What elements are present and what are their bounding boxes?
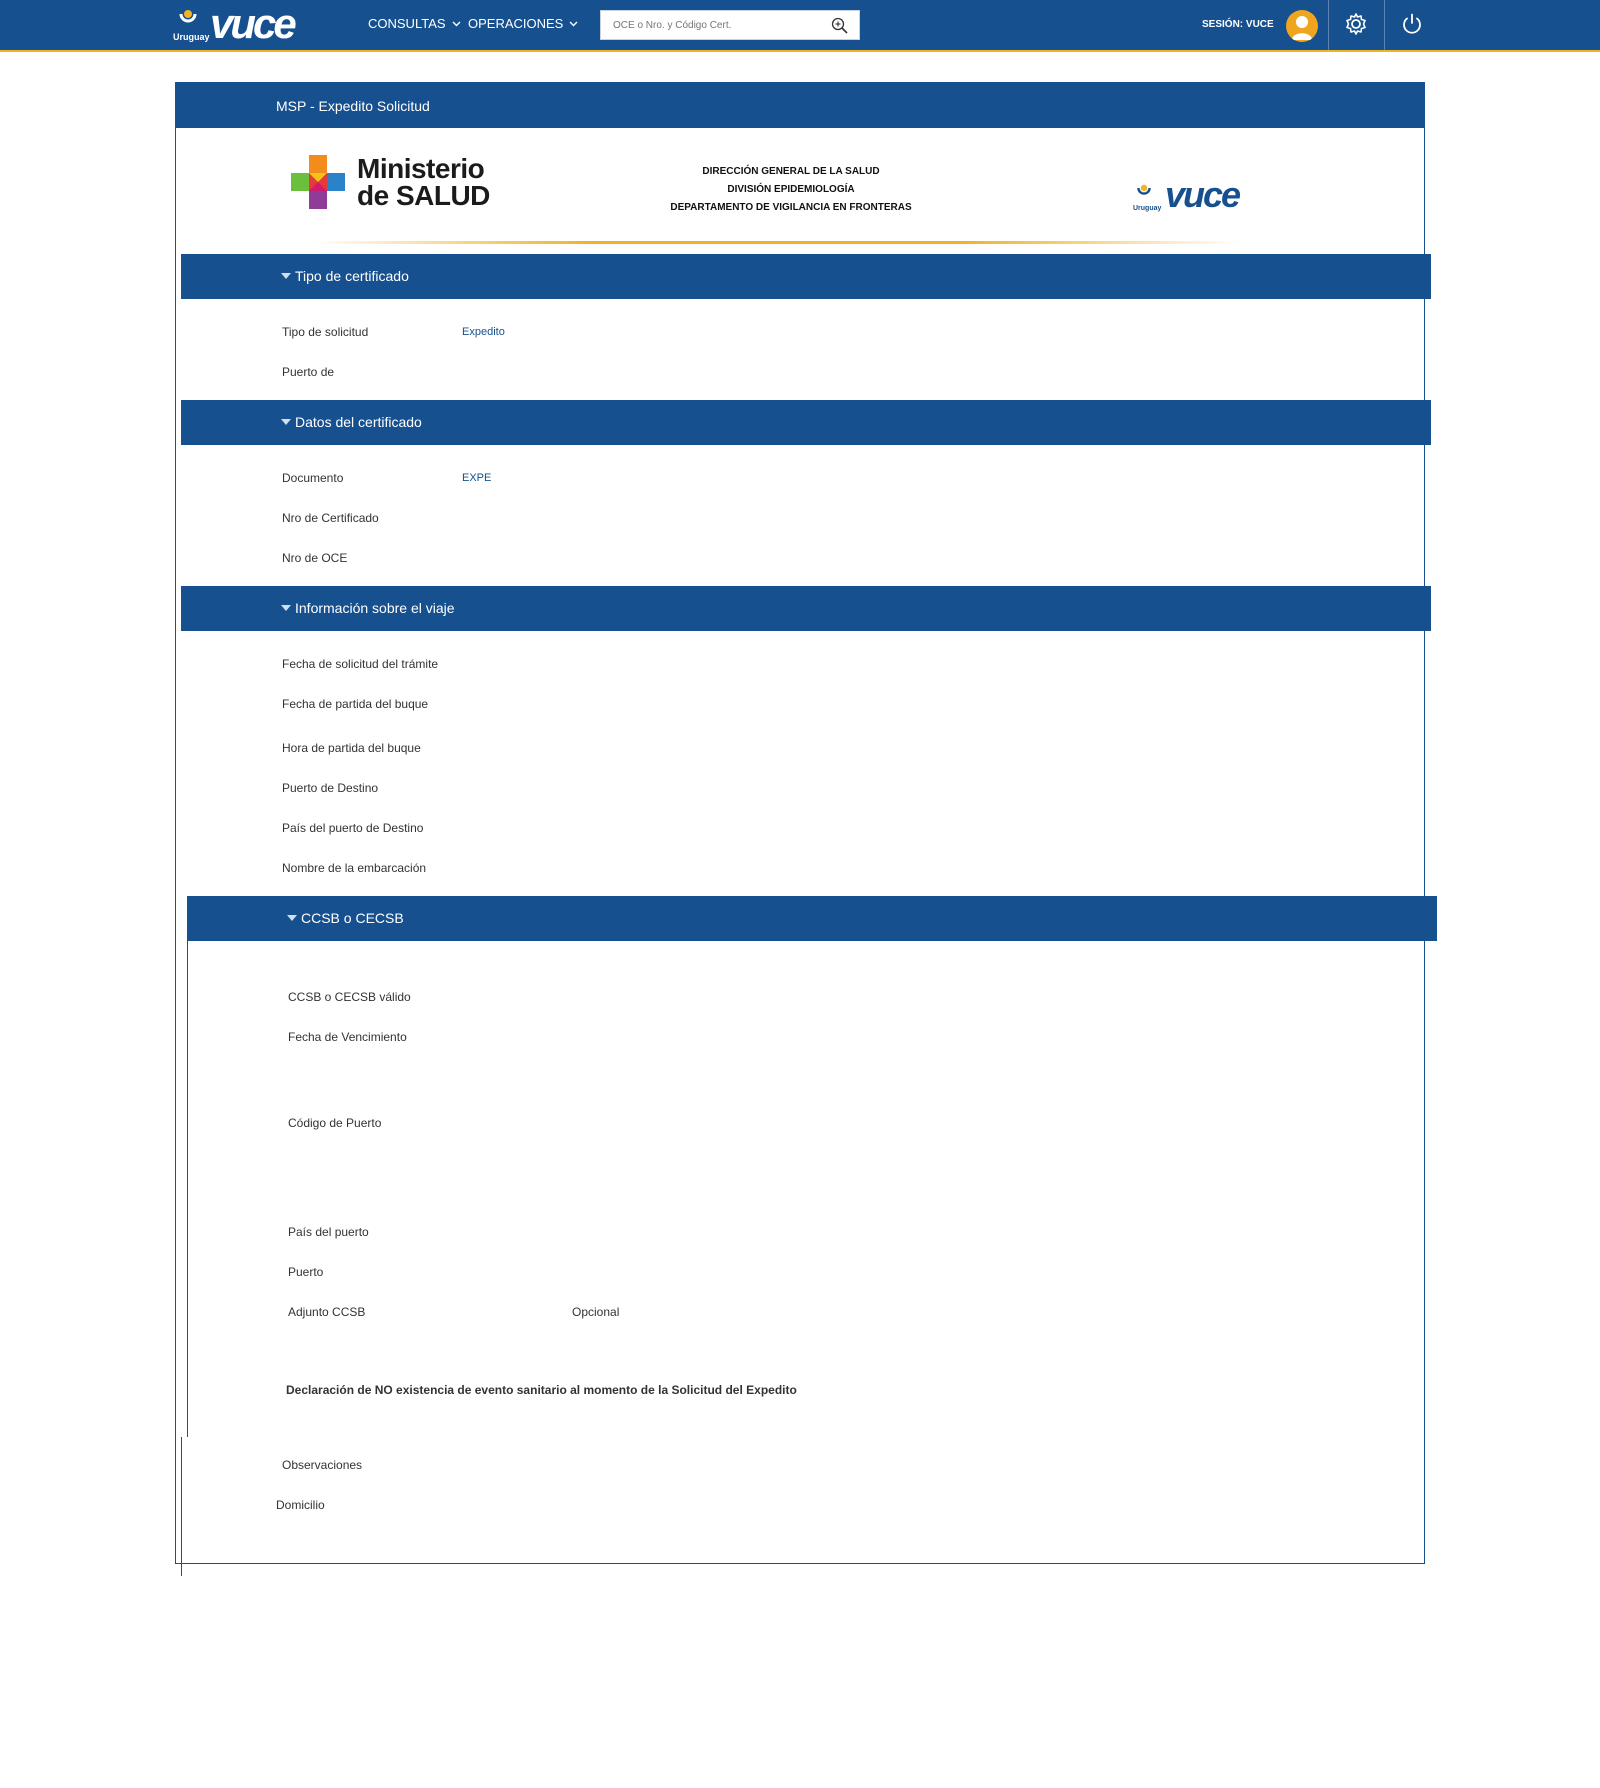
- brand-country: Uruguay: [1133, 205, 1162, 212]
- top-navbar: [0, 0, 1600, 52]
- banner-divider: [311, 241, 1241, 244]
- chevron-down-icon: [452, 21, 461, 27]
- section-left-border: [181, 1437, 182, 1576]
- card-header: [176, 83, 1424, 128]
- field-label: Fecha de solicitud del trámite: [282, 657, 439, 671]
- ministry-banner: [291, 145, 1251, 245]
- field-label: CCSB o CECSB válido: [288, 990, 411, 1004]
- section-title: Tipo de certificado: [295, 268, 409, 284]
- field-label: Observaciones: [282, 1458, 363, 1472]
- search-icon[interactable]: [831, 17, 849, 35]
- nav-operaciones[interactable]: [468, 16, 578, 31]
- brand-name: vuce: [210, 0, 294, 47]
- field-label: Tipo de solicitud: [282, 325, 369, 339]
- banner-departments: [641, 163, 941, 217]
- navbar-divider: [1328, 0, 1329, 50]
- uruguay-sun-icon: [1136, 183, 1152, 201]
- card-title: MSP - Expedito Solicitud: [276, 98, 430, 114]
- collapse-triangle-icon: [281, 419, 291, 425]
- optional-note: Opcional: [572, 1305, 620, 1319]
- chevron-down-icon: [569, 21, 578, 27]
- field-label: País del puerto: [288, 1225, 369, 1239]
- field-label: País del puerto de Destino: [282, 821, 424, 835]
- ministry-name-line2: de SALUD: [357, 180, 490, 211]
- user-icon: [1286, 10, 1318, 42]
- nav-consultas-label: CONSULTAS: [368, 16, 446, 31]
- collapse-triangle-icon: [281, 273, 291, 279]
- ministry-name-line1: Ministerio: [357, 153, 485, 184]
- field-label: Nro de OCE: [282, 551, 348, 565]
- field-label: Fecha de partida del buque: [282, 697, 429, 711]
- field-label: Nro de Certificado: [282, 511, 379, 525]
- field-label: Domicilio: [276, 1498, 325, 1512]
- gear-icon[interactable]: [1344, 12, 1368, 36]
- uruguay-sun-icon: [178, 8, 198, 30]
- ministry-cross-logo: [291, 155, 347, 211]
- field-label: Nombre de la embarcación: [282, 861, 427, 875]
- section-title: Datos del certificado: [295, 414, 422, 430]
- field-value: EXPE: [462, 472, 492, 484]
- session-label: SESIÓN: VUCE: [1202, 19, 1274, 30]
- user-avatar[interactable]: [1286, 10, 1318, 42]
- banner-line: DIVISIÓN EPIDEMIOLOGÍA: [727, 184, 855, 195]
- field-label: Puerto de Destino: [282, 781, 379, 795]
- section-datos-certificado[interactable]: [181, 400, 1431, 445]
- ministry-name: [357, 155, 490, 209]
- search-box: [600, 10, 860, 40]
- field-label: Puerto: [288, 1265, 324, 1279]
- section-left-border: [187, 941, 188, 1437]
- banner-line: DIRECCIÓN GENERAL DE LA SALUD: [702, 166, 880, 177]
- field-label: Puerto de: [282, 365, 335, 379]
- collapse-triangle-icon: [287, 915, 297, 921]
- field-label: Adjunto CCSB: [288, 1305, 366, 1319]
- section-ccsb[interactable]: [187, 896, 1437, 941]
- field-label: Hora de partida del buque: [282, 741, 421, 755]
- request-card: [175, 82, 1425, 1564]
- collapse-triangle-icon: [281, 605, 291, 611]
- vuce-logo[interactable]: [170, 0, 320, 47]
- nav-operaciones-label: OPERACIONES: [468, 16, 564, 31]
- section-tipo-certificado[interactable]: [181, 254, 1431, 299]
- field-label: Documento: [282, 471, 344, 485]
- banner-line: DEPARTAMENTO DE VIGILANCIA EN FRONTERAS: [670, 202, 912, 213]
- field-label: Código de Puerto: [288, 1116, 382, 1130]
- field-value: Expedito: [462, 326, 505, 338]
- power-icon[interactable]: [1400, 12, 1424, 36]
- brand-name: vuce: [1165, 174, 1240, 215]
- navbar-divider: [1384, 0, 1385, 50]
- brand-country: Uruguay: [173, 32, 210, 42]
- search-input[interactable]: [601, 11, 825, 39]
- section-title: Información sobre el viaje: [295, 600, 455, 616]
- section-informacion-viaje[interactable]: [181, 586, 1431, 631]
- section-title: CCSB o CECSB: [301, 910, 404, 926]
- vuce-banner-logo: [1133, 174, 1253, 217]
- nav-consultas[interactable]: [368, 16, 461, 31]
- field-label: Fecha de Vencimiento: [288, 1030, 407, 1044]
- declaration-text: Declaración de NO existencia de evento sanitario al momento de la Solicitud del Expedito: [286, 1383, 797, 1397]
